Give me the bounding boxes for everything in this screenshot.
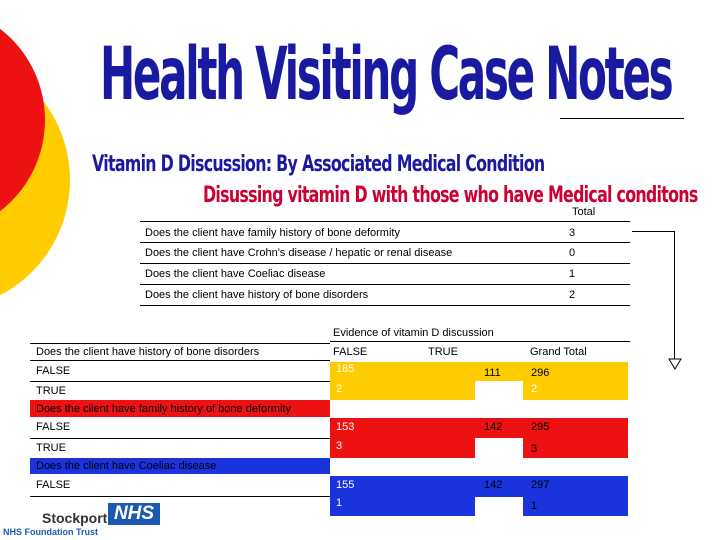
table-border	[140, 284, 630, 285]
arrow-line-vertical	[674, 231, 675, 363]
cell-false: 153	[336, 421, 355, 433]
table-row-value: 0	[569, 247, 576, 259]
table-row-label: FALSE	[36, 365, 71, 377]
table-border	[30, 360, 330, 361]
table-row-label: Does the client have history of bone disorders	[145, 289, 369, 301]
logo-trust: NHS Foundation Trust	[3, 527, 98, 537]
table-row-label: FALSE	[36, 479, 71, 491]
table-border	[30, 343, 330, 344]
table-border	[140, 221, 630, 222]
table-row-label: FALSE	[36, 421, 71, 433]
cell-total: 3	[531, 443, 538, 455]
section-heading: Does the client have history of bone disorders	[36, 346, 260, 358]
title-underline	[560, 118, 684, 119]
logo-stockport: Stockport	[42, 510, 108, 526]
arrow-down-icon	[668, 358, 682, 370]
cell-true: 142	[484, 421, 503, 433]
section-heading: Does the client have family history of bone deformity	[36, 403, 291, 415]
subtitle-secondary: Disussing vitamin D with those who have Medical conditons	[203, 183, 698, 208]
cell-false: 1	[336, 497, 343, 509]
red-band-gap	[475, 438, 523, 458]
nhs-badge: NHS	[108, 503, 160, 525]
table-border	[140, 242, 630, 243]
column-true-header: TRUE	[428, 346, 458, 358]
cell-total: 295	[531, 421, 550, 433]
column-grand-total-header: Grand Total	[530, 346, 587, 358]
yellow-band-gap	[475, 381, 523, 400]
table-border	[30, 496, 330, 497]
page-title: Health Visiting Case Notes	[100, 31, 672, 117]
blue-band-gap	[475, 497, 523, 516]
table-row-value: 3	[569, 227, 576, 239]
total-header: Total	[572, 206, 596, 218]
subtitle: Vitamin D Discussion: By Associated Medical Condition	[92, 152, 545, 177]
cell-total: 297	[531, 479, 550, 491]
table-border	[30, 381, 330, 382]
table-border	[30, 438, 330, 439]
arrow-line-top	[632, 231, 674, 232]
cell-total: 296	[531, 367, 550, 379]
table-row-value: 2	[569, 289, 576, 301]
cell-total: 1	[531, 500, 538, 512]
cell-total: 2	[531, 383, 538, 395]
column-false-header: FALSE	[333, 346, 368, 358]
cell-false: 2	[336, 383, 343, 395]
cell-false: 3	[336, 440, 343, 452]
table-border	[330, 341, 630, 342]
table-row-label: TRUE	[36, 385, 66, 397]
cell-false: 185	[336, 363, 355, 375]
table-row-label: Does the client have Crohn's disease / hepatic or renal disease	[145, 247, 453, 259]
table-row-label: TRUE	[36, 442, 66, 454]
section-heading: Does the client have Coeliac disease	[36, 460, 217, 472]
cell-true: 142	[484, 479, 503, 491]
table-row-label: Does the client have Coeliac disease	[145, 268, 326, 280]
table-row-value: 1	[569, 268, 576, 280]
table-border	[140, 263, 630, 264]
evidence-header: Evidence of vitamin D discussion	[333, 327, 494, 339]
cell-false: 155	[336, 479, 355, 491]
table-row-label: Does the client have family history of bone deformity	[145, 227, 400, 239]
table-border	[140, 305, 630, 306]
cell-true: 111	[484, 367, 501, 379]
